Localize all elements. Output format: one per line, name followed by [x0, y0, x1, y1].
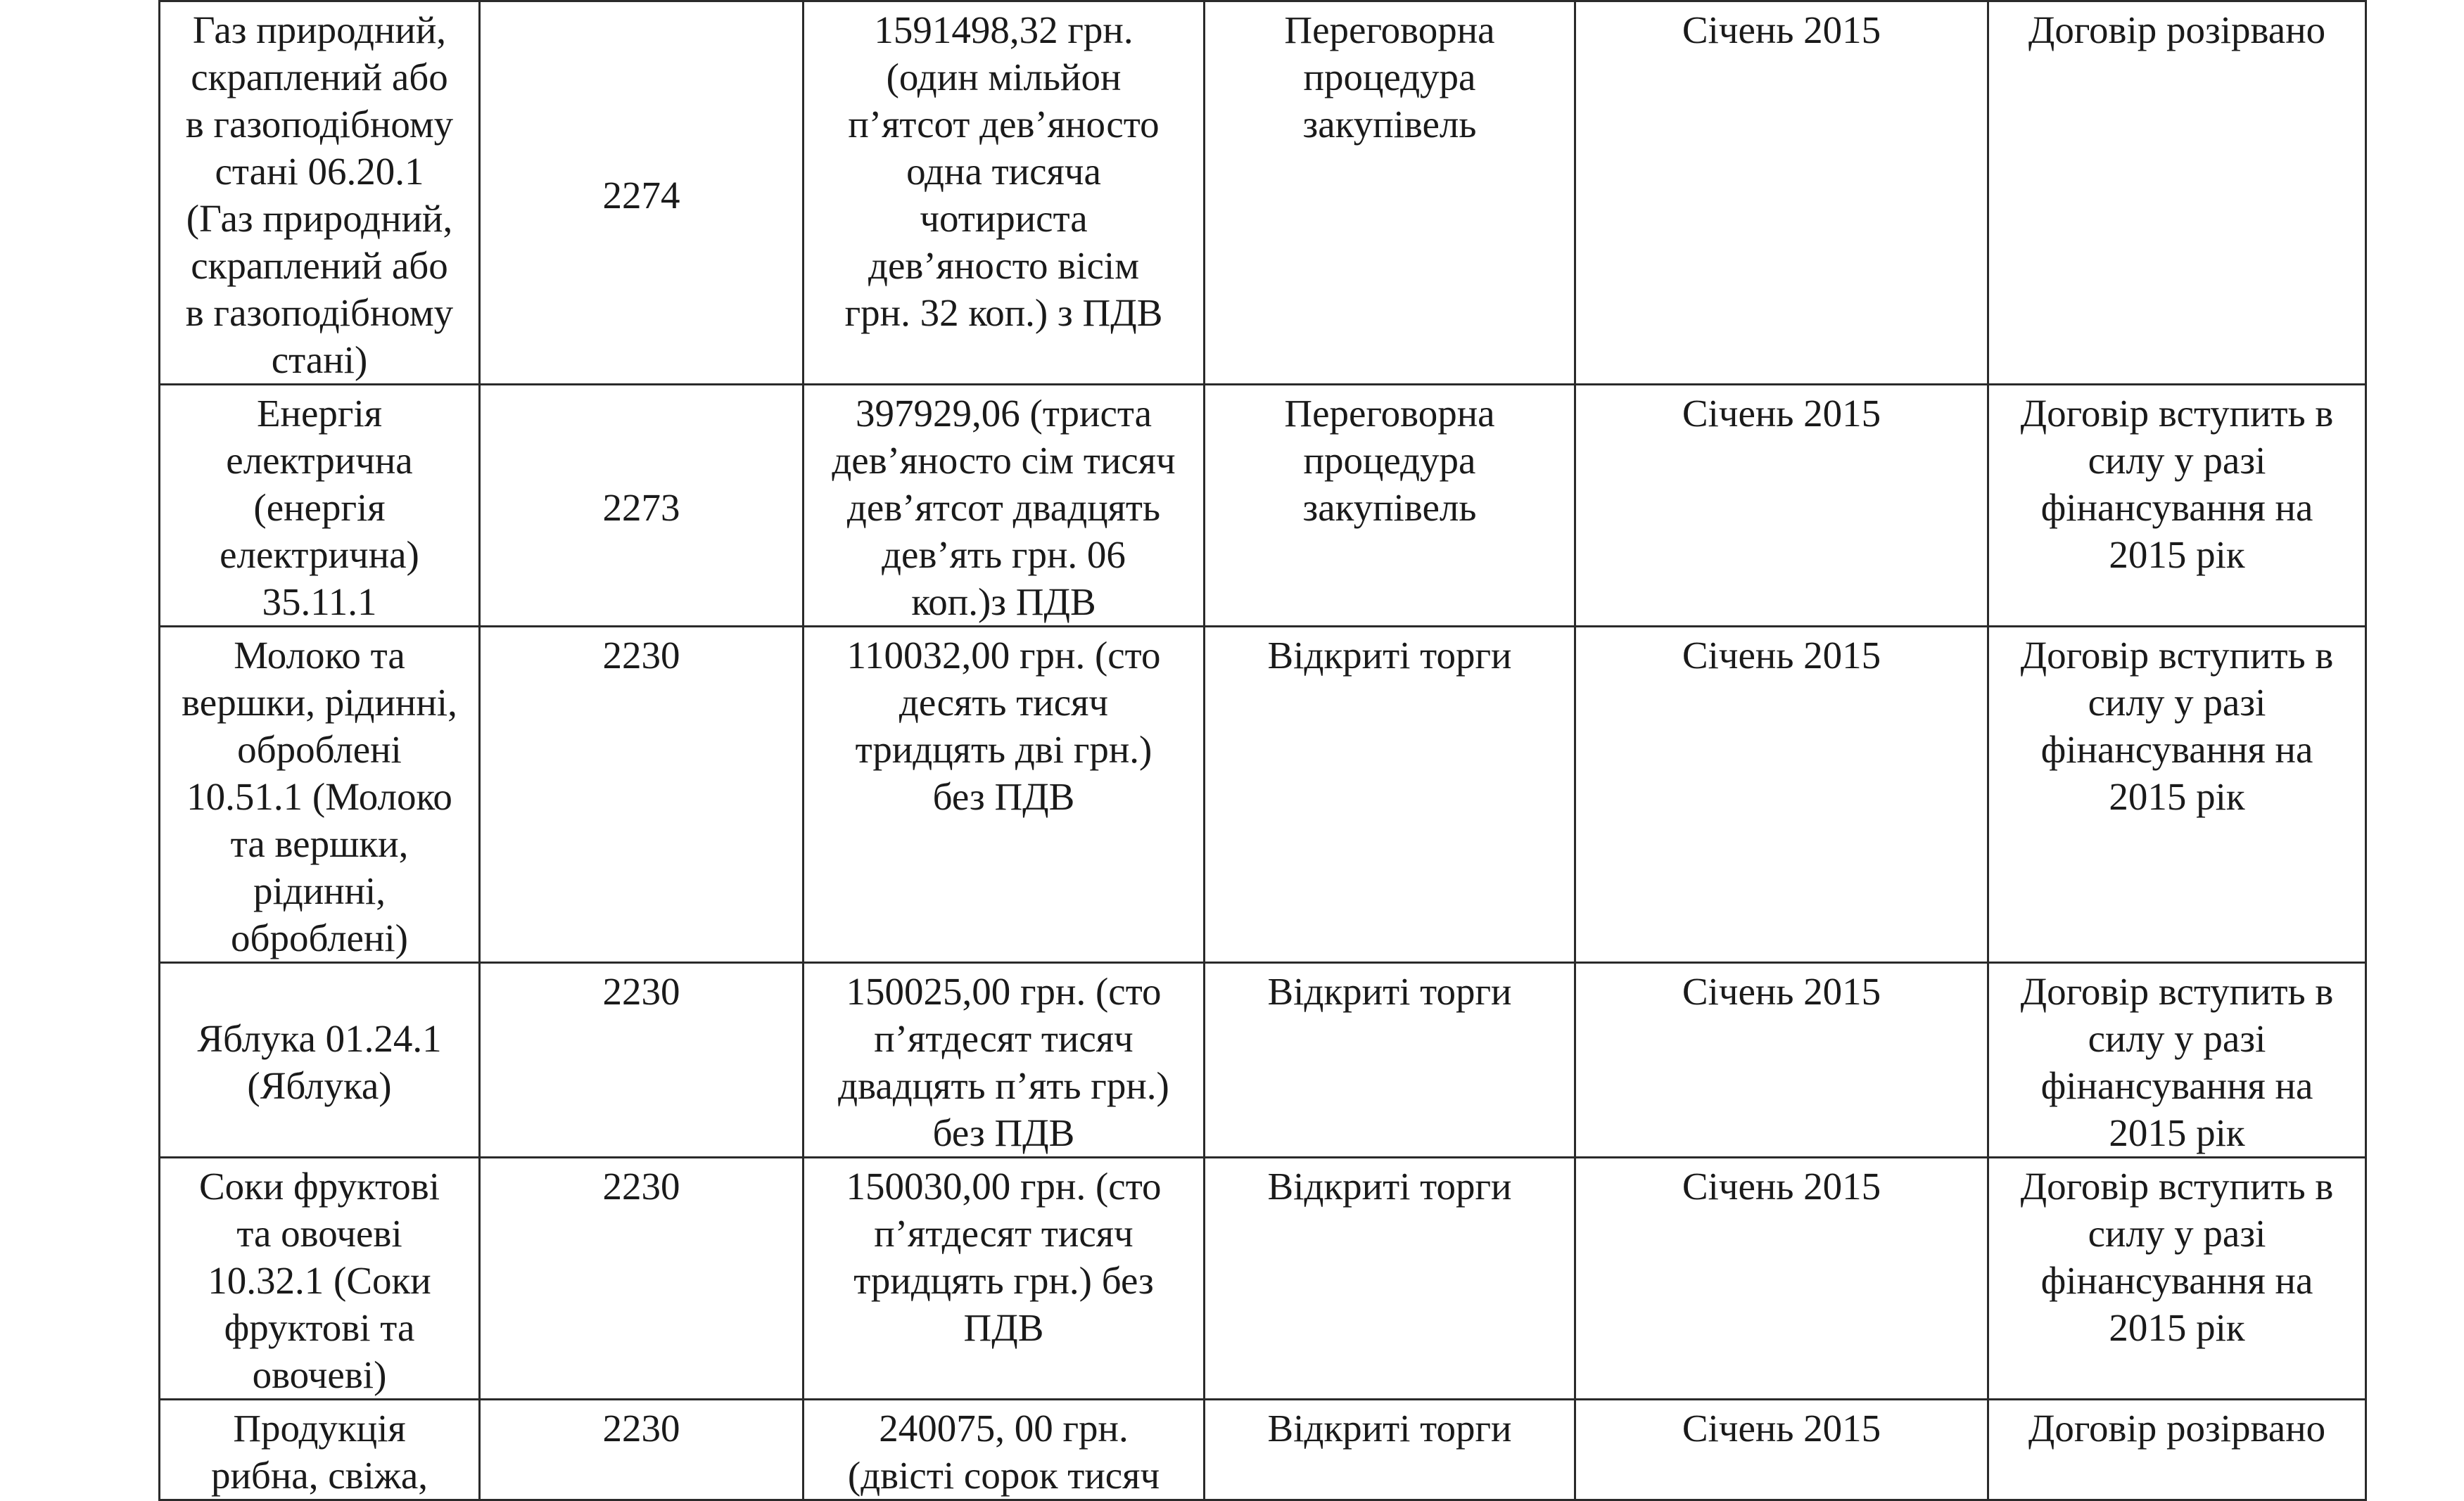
procedure-cell [1205, 963, 1575, 1158]
procurement-date: Січень 2015 [1682, 1407, 1881, 1450]
budget-code: 2230 [602, 1165, 680, 1208]
contract-status: Договір вступить в силу у разі фінансування на 2015 рік [2020, 392, 2334, 576]
item-cell [160, 627, 480, 963]
status-cell [1988, 963, 2366, 1158]
procurement-date: Січень 2015 [1682, 634, 1881, 677]
item-name: Енергія електрична (енергія електрична) 35.11.1 [220, 392, 419, 623]
contract-amount: 397929,06 (триста дев’яносто сім тисяч дев’ятсот двадцять дев’ять грн. 06 коп.)з ПДВ [832, 392, 1176, 623]
status-cell [1988, 1158, 2366, 1400]
code-cell [480, 627, 804, 963]
code-cell [480, 963, 804, 1158]
budget-code: 2273 [602, 486, 680, 529]
code-cell [480, 385, 804, 627]
table-row [160, 963, 2366, 1158]
contract-amount: 150025,00 грн. (сто п’ятдесят тисяч двадцять п’ять грн.) без ПДВ [838, 970, 1169, 1154]
status-cell [1988, 385, 2366, 627]
date-cell [1575, 1, 1988, 385]
table-row [160, 385, 2366, 627]
procurement-procedure: Відкриті торги [1267, 970, 1512, 1013]
procurement-table [158, 0, 2367, 1501]
item-cell [160, 1, 480, 385]
procurement-procedure: Переговорна процедура закупівель [1284, 392, 1495, 529]
item-name: Яблука 01.24.1 (Яблука) [197, 1017, 442, 1107]
item-cell [160, 1400, 480, 1500]
code-cell [480, 1158, 804, 1400]
item-cell [160, 1158, 480, 1400]
item-cell [160, 963, 480, 1158]
procedure-cell [1205, 1, 1575, 385]
amount-cell [804, 1400, 1205, 1500]
contract-status: Договір вступить в силу у разі фінансування на 2015 рік [2020, 634, 2334, 818]
amount-cell [804, 385, 1205, 627]
date-cell [1575, 963, 1988, 1158]
contract-status: Договір вступить в силу у разі фінансування на 2015 рік [2020, 970, 2334, 1154]
date-cell [1575, 1400, 1988, 1500]
procedure-cell [1205, 627, 1575, 963]
procurement-procedure: Переговорна процедура закупівель [1284, 8, 1495, 146]
amount-cell [804, 1, 1205, 385]
date-cell [1575, 627, 1988, 963]
procurement-date: Січень 2015 [1682, 970, 1881, 1013]
procurement-date: Січень 2015 [1682, 8, 1881, 51]
item-name: Продукція рибна, свіжа, [210, 1407, 428, 1497]
item-name: Соки фруктові та овочеві 10.32.1 (Соки фруктові та овочеві) [198, 1165, 440, 1396]
budget-code: 2230 [602, 1407, 680, 1450]
table-row [160, 1158, 2366, 1400]
table-row [160, 1, 2366, 385]
budget-code: 2230 [602, 634, 680, 677]
status-cell [1988, 627, 2366, 963]
procurement-procedure: Відкриті торги [1267, 634, 1512, 677]
budget-code: 2230 [602, 970, 680, 1013]
date-cell [1575, 1158, 1988, 1400]
amount-cell [804, 1158, 1205, 1400]
item-name: Газ природний, скраплений або в газоподібному стані 06.20.1 (Газ природний, скраплений або в газоподібному стані) [185, 8, 454, 381]
procurement-procedure: Відкриті торги [1267, 1407, 1512, 1450]
procedure-cell [1205, 1158, 1575, 1400]
amount-cell [804, 627, 1205, 963]
code-cell [480, 1, 804, 385]
item-cell [160, 385, 480, 627]
status-cell [1988, 1, 2366, 385]
procedure-cell [1205, 1400, 1575, 1500]
contract-amount: 240075, 00 грн. (двісті сорок тисяч [847, 1407, 1160, 1497]
contract-status: Договір вступить в силу у разі фінансування на 2015 рік [2020, 1165, 2334, 1349]
procurement-procedure: Відкриті торги [1267, 1165, 1512, 1208]
contract-amount: 110032,00 грн. (сто десять тисяч тридцять дві грн.) без ПДВ [846, 634, 1161, 818]
contract-amount: 150030,00 грн. (сто п’ятдесят тисяч тридцять грн.) без ПДВ [846, 1165, 1162, 1349]
table-row [160, 627, 2366, 963]
date-cell [1575, 385, 1988, 627]
contract-amount: 1591498,32 грн. (один мільйон п’ятсот дев’яносто одна тисяча чотириста дев’яносто вісім грн. 32 коп.) з ПДВ [844, 8, 1163, 334]
amount-cell [804, 963, 1205, 1158]
procurement-date: Січень 2015 [1682, 392, 1881, 435]
procurement-date: Січень 2015 [1682, 1165, 1881, 1208]
contract-status: Договір розірвано [2028, 8, 2326, 51]
budget-code: 2274 [602, 173, 680, 217]
procedure-cell [1205, 385, 1575, 627]
status-cell [1988, 1400, 2366, 1500]
contract-status: Договір розірвано [2028, 1407, 2326, 1450]
table-row [160, 1400, 2366, 1500]
code-cell [480, 1400, 804, 1500]
item-name: Молоко та вершки, рідинні, оброблені 10.51.1 (Молоко та вершки, рідинні, оброблені) [182, 634, 457, 959]
